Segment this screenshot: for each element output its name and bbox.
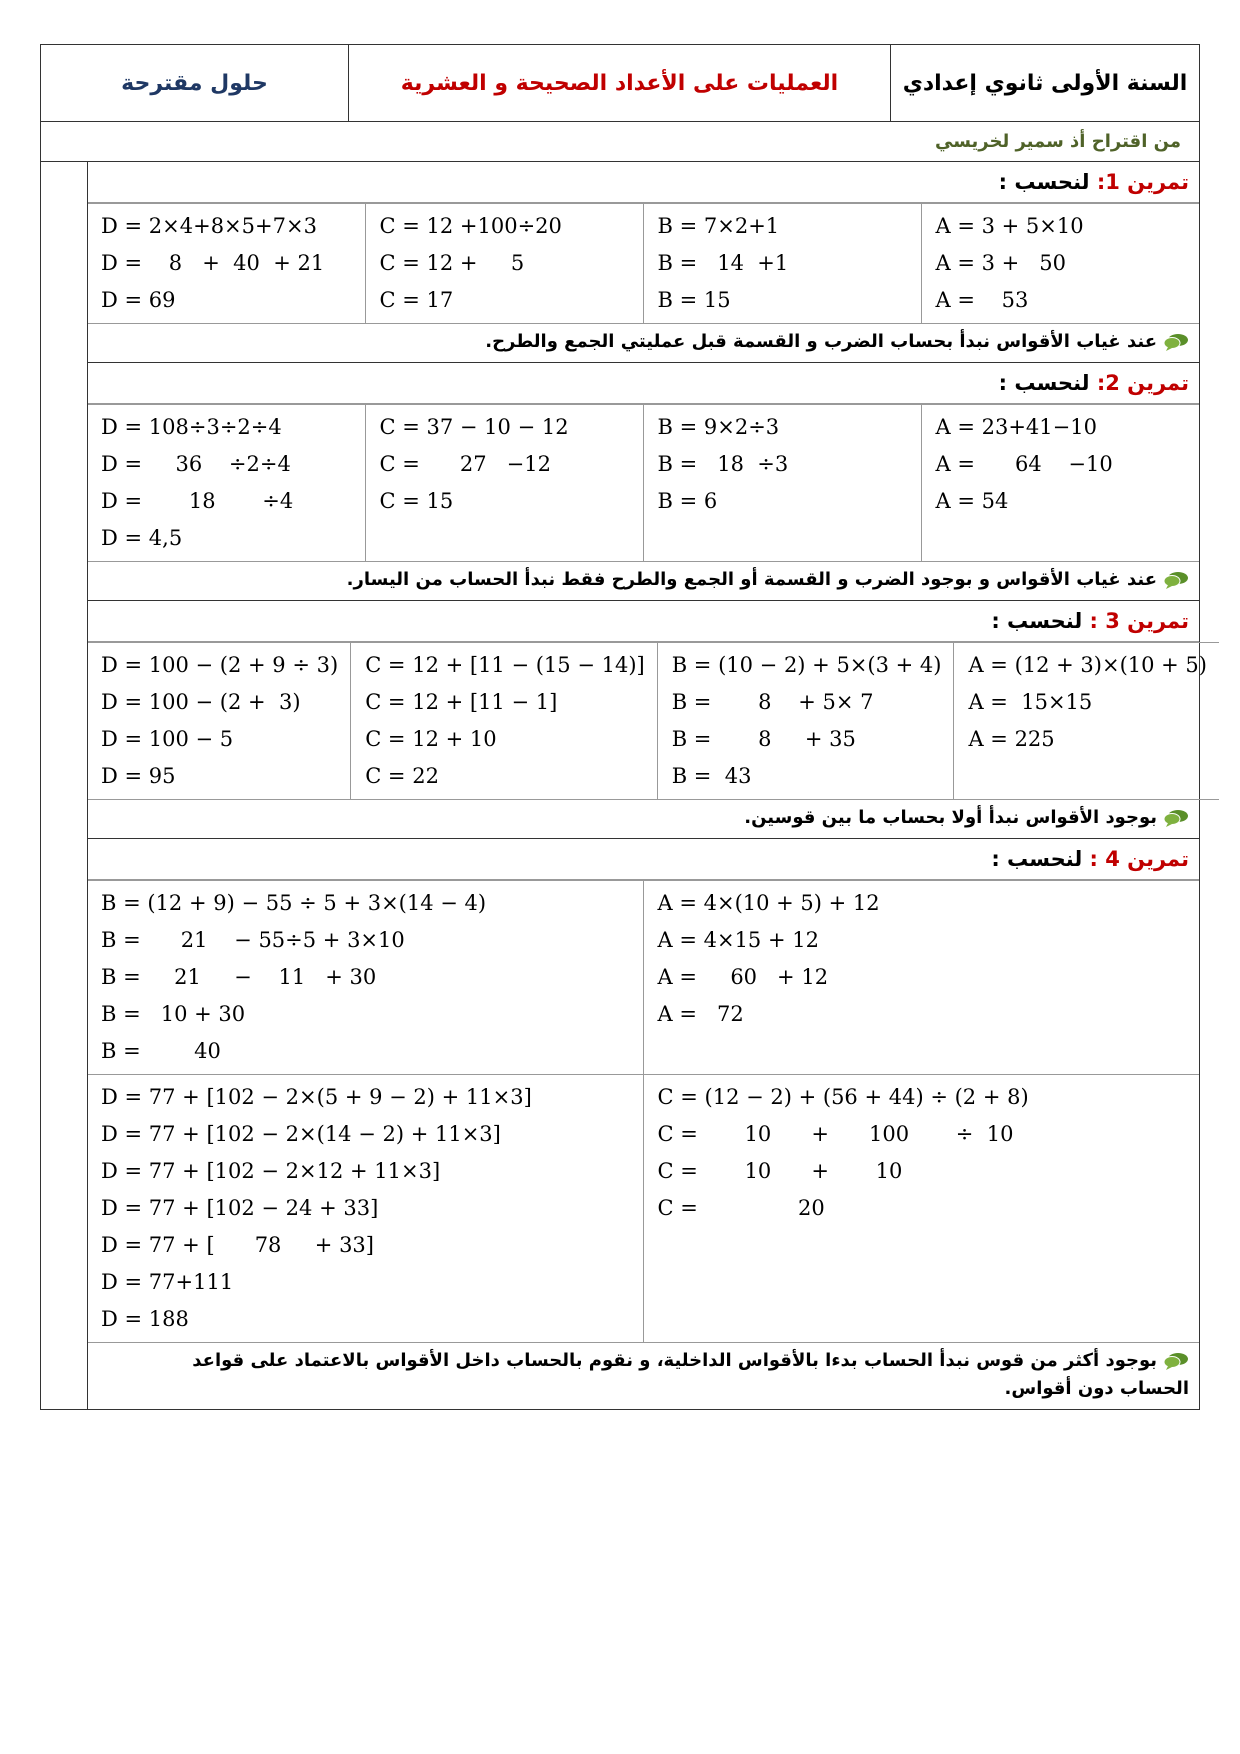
exercises-body <box>40 162 1207 1410</box>
calc-row <box>87 881 1199 1075</box>
calc-line: D = 100 − 5 <box>101 727 234 751</box>
calc-line: B = 40 <box>101 1039 221 1063</box>
calc-cell <box>921 204 1199 324</box>
calc-row <box>87 405 1199 562</box>
calc-line: A = 4×(10 + 5) + 12 <box>657 891 880 915</box>
exercise-title <box>87 162 1199 203</box>
calc-line: C = 20 <box>657 1196 825 1220</box>
calc-cell <box>643 405 921 562</box>
calc-line: C = 12 + 5 <box>379 251 525 275</box>
calc-line: B = 21 − 55÷5 + 3×10 <box>101 928 405 952</box>
speech-bubble-icon <box>1163 809 1189 827</box>
calc-line: B = (12 + 9) − 55 ÷ 5 + 3×(14 − 4) <box>101 891 487 915</box>
calc-line: D = 77+111 <box>101 1270 234 1294</box>
exercise-number: تمرين 4 : <box>1089 847 1189 871</box>
calc-line: B = 7×2+1 <box>657 214 780 238</box>
school-level: السنة الأولى ثانوي إعدادي <box>891 45 1200 122</box>
exercise-instruction: لنحسب : <box>991 609 1090 633</box>
exercise-number: تمرين 2: <box>1096 371 1189 395</box>
calc-cell <box>87 405 365 562</box>
calc-line: B = 18 ÷3 <box>657 452 789 476</box>
calc-line: B = 6 <box>657 489 718 513</box>
calc-cell <box>87 881 643 1075</box>
calc-row <box>87 204 1199 324</box>
exercise-number: تمرين 3 : <box>1089 609 1189 633</box>
calc-line: A = (12 + 3)×(10 + 5) <box>968 653 1207 677</box>
calc-line: B = 21 − 11 + 30 <box>101 965 377 989</box>
rule-note-text: بوجود الأقواس نبدأ أولا بحساب ما بين قوسين. <box>744 807 1157 828</box>
calc-line: C = 22 <box>365 764 439 788</box>
calc-cell <box>921 405 1199 562</box>
calc-line: D = 108÷3÷2÷4 <box>101 415 282 439</box>
calc-row <box>87 1075 1199 1343</box>
calc-line: D = 100 − (2 + 3) <box>101 690 301 714</box>
calc-line: C = 12 + 10 <box>365 727 497 751</box>
calc-cell <box>643 1075 1199 1343</box>
calc-line: C = (12 − 2) + (56 + 44) ÷ (2 + 8) <box>657 1085 1029 1109</box>
calc-line: D = 77 + [102 − 24 + 33] <box>101 1196 379 1220</box>
lesson-title: العمليات على الأعداد الصحيحة و العشرية <box>349 45 891 122</box>
calc-line: A = 3 + 5×10 <box>935 214 1084 238</box>
calc-line: D = 69 <box>101 288 176 312</box>
rule-note <box>87 324 1199 363</box>
calc-line: B = 8 + 5× 7 <box>671 690 874 714</box>
calc-line: A = 60 + 12 <box>657 965 829 989</box>
exercise-instruction: لنحسب : <box>998 371 1097 395</box>
calc-cell <box>87 204 365 324</box>
calc-grid <box>87 642 1219 800</box>
calc-line: B = 15 <box>657 288 731 312</box>
calc-line: C = 12 + [11 − (15 − 14)] <box>365 653 645 677</box>
calc-line: B = 9×2÷3 <box>657 415 780 439</box>
calc-grid <box>87 203 1199 324</box>
rule-note <box>87 562 1199 601</box>
calc-line: D = 2×4+8×5+7×3 <box>101 214 317 238</box>
calc-line: D = 8 + 40 + 21 <box>101 251 325 275</box>
calc-line: C = 10 + 10 <box>657 1159 903 1183</box>
calc-line: D = 188 <box>101 1307 189 1331</box>
calc-line: D = 77 + [102 − 2×(14 − 2) + 11×3] <box>101 1122 501 1146</box>
calc-line: C = 27 −12 <box>379 452 551 476</box>
calc-line: D = 4,5 <box>101 526 183 550</box>
calc-line: D = 77 + [102 − 2×(5 + 9 − 2) + 11×3] <box>101 1085 532 1109</box>
exercise-instruction: لنحسب : <box>998 170 1097 194</box>
calc-cell <box>87 643 351 800</box>
worksheet <box>40 44 1207 1410</box>
calc-grid <box>87 880 1199 1343</box>
speech-bubble-icon <box>1163 571 1189 589</box>
header-table <box>40 44 1200 122</box>
exercise-number: تمرين 1: <box>1096 170 1189 194</box>
exercise-title <box>87 363 1199 404</box>
calc-line: C = 12 +100÷20 <box>379 214 562 238</box>
rule-note-text: عند غياب الأقواس نبدأ بحساب الضرب و القسمة قبل عمليتي الجمع والطرح. <box>485 331 1157 352</box>
speech-bubble-icon <box>1163 1352 1189 1370</box>
calc-line: C = 12 + [11 − 1] <box>365 690 558 714</box>
author-line: من اقتراح أذ سمير لخريسي <box>40 122 1200 162</box>
calc-cell <box>87 1075 643 1343</box>
margin-column <box>41 162 88 1409</box>
calc-line: B = 14 +1 <box>657 251 789 275</box>
calc-cell <box>643 204 921 324</box>
calc-line: A = 4×15 + 12 <box>657 928 819 952</box>
calc-line: D = 95 <box>101 764 176 788</box>
calc-grid <box>87 404 1199 562</box>
calc-line: B = 10 + 30 <box>101 1002 246 1026</box>
calc-line: A = 15×15 <box>968 690 1093 714</box>
calc-line: D = 100 − (2 + 9 ÷ 3) <box>101 653 339 677</box>
calc-line: A = 225 <box>968 727 1055 751</box>
exercise-instruction: لنحسب : <box>991 847 1090 871</box>
calc-line: C = 37 − 10 − 12 <box>379 415 569 439</box>
rule-note-text: عند غياب الأقواس و بوجود الضرب و القسمة أو الجمع والطرح فقط نبدأ الحساب من اليسار. <box>346 569 1157 590</box>
exercise-title <box>87 601 1199 642</box>
calc-line: C = 15 <box>379 489 454 513</box>
calc-row <box>87 643 1219 800</box>
calc-cell <box>643 881 1199 1075</box>
calc-cell <box>954 643 1219 800</box>
rule-note-text: بوجود أكثر من قوس نبدأ الحساب بدءا بالأقواس الداخلية، و نقوم بالحساب داخل الأقواس بالاعتماد على قواعد الحساب دون أقواس. <box>192 1350 1189 1399</box>
rule-note <box>87 1343 1199 1409</box>
calc-line: B = 43 <box>671 764 752 788</box>
calc-line: B = 8 + 35 <box>671 727 856 751</box>
calc-line: C = 10 + 100 ÷ 10 <box>657 1122 1014 1146</box>
calc-line: D = 77 + [ 78 + 33] <box>101 1233 374 1257</box>
calc-line: D = 18 ÷4 <box>101 489 294 513</box>
calc-cell <box>351 643 658 800</box>
calc-line: A = 64 −10 <box>935 452 1113 476</box>
calc-line: C = 17 <box>379 288 454 312</box>
calc-line: B = (10 − 2) + 5×(3 + 4) <box>671 653 942 677</box>
calc-line: A = 23+41−10 <box>935 415 1097 439</box>
calc-line: A = 53 <box>935 288 1029 312</box>
calc-cell <box>365 204 643 324</box>
rule-note <box>87 800 1199 839</box>
exercises-content <box>87 162 1207 1409</box>
calc-line: A = 3 + 50 <box>935 251 1066 275</box>
exercise-title <box>87 839 1199 880</box>
calc-line: D = 77 + [102 − 2×12 + 11×3] <box>101 1159 441 1183</box>
calc-line: A = 72 <box>657 1002 744 1026</box>
calc-cell <box>657 643 954 800</box>
calc-line: D = 36 ÷2÷4 <box>101 452 291 476</box>
solutions-label: حلول مقترحة <box>41 45 349 122</box>
calc-cell <box>365 405 643 562</box>
speech-bubble-icon <box>1163 333 1189 351</box>
calc-line: A = 54 <box>935 489 1009 513</box>
